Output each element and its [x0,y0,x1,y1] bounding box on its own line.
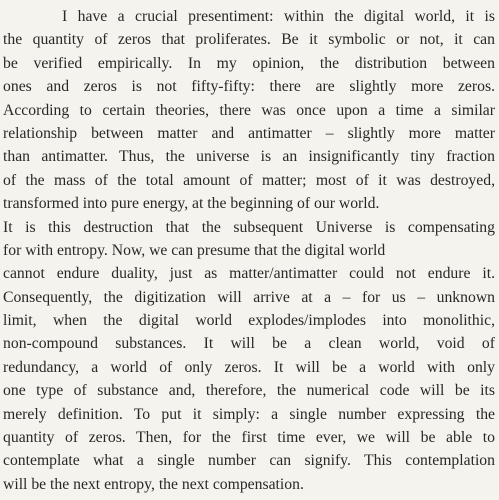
text-line: will be the next entropy, the next compensation. [3,475,304,493]
text-line: than antimatter. Thus, the universe is an insignificantly tiny fraction [3,148,495,166]
text-line: ones and zeros is not fifty-fifty: there are slightly more zeros. [3,78,495,96]
text-line: transformed into pure energy, at the beginning of our world. [3,195,380,213]
text-line: one type of substance and, therefore, the numerical code will be its [3,382,495,400]
text-line: It is this destruction that the subsequent Universe is compensating [3,218,495,236]
text-line: relationship between matter and antimatter – slightly more matter [3,124,495,142]
text-line: the quantity of zeros that proliferates. Be it symbolic or not, it can [3,31,495,49]
text-line: Consequently, the digitization will arrive at a – for us – unknown [3,288,495,306]
text-line: be verified empirically. In my opinion, the distribution between [3,54,495,72]
text-line: limit, when the digital world explodes/implodes into monolithic, [3,312,495,330]
text-line: non-compound substances. It will be a clean world, void of [3,335,495,353]
text-line: merely definition. To put it simply: a single number expressing the [3,405,495,423]
body-text [3,5,495,496]
text-line: of the mass of the total amount of matter; most of it was destroyed, [3,171,495,189]
text-line: cannot endure duality, just as matter/antimatter could not endure it. [3,265,495,283]
text-line: contemplate what a single number can signify. This contemplation [3,452,495,470]
text-line: According to certain theories, there was once upon a time a similar [3,101,495,119]
text-line: I have a crucial presentiment: within the digital world, it is [62,8,495,25]
text-line: redundancy, a world of only zeros. It will be a world with only [3,358,495,376]
text-line: for with entropy. Now, we can presume that the digital world [3,241,386,259]
text-line: quantity of zeros. Then, for the first time ever, we will be able to [3,429,495,447]
